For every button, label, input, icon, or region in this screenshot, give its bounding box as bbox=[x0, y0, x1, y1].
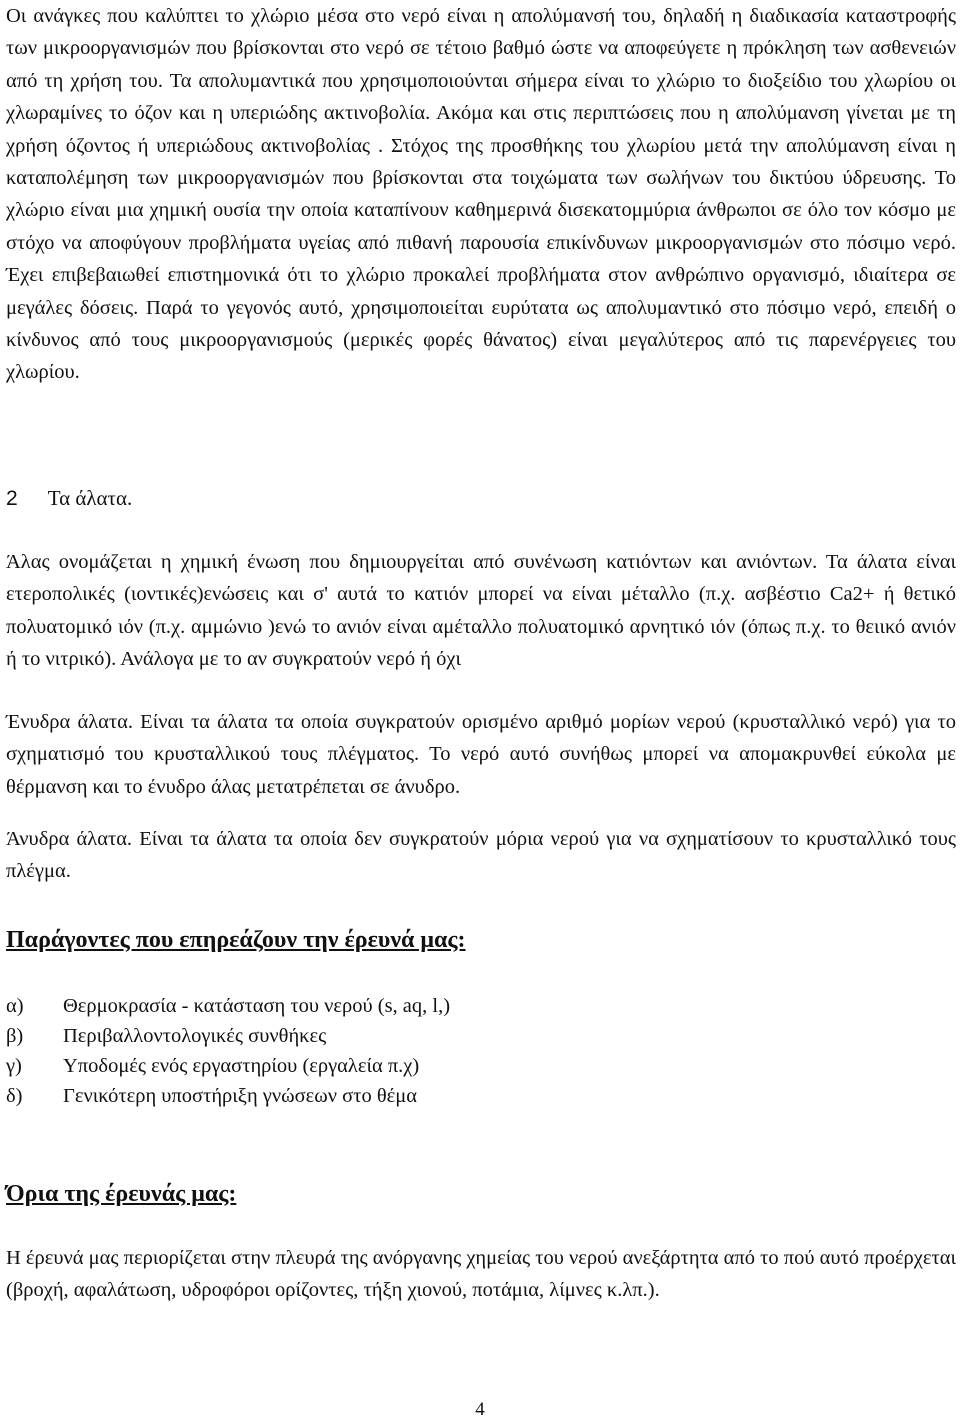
factor-item bbox=[6, 1050, 419, 1082]
section-heading bbox=[6, 482, 132, 515]
factor-text: Γενικότερη υποστήριξη γνώσεων στο θέμα bbox=[63, 1085, 417, 1107]
factors-heading: Παράγοντες που επηρεάζουν την έρευνά μας: bbox=[6, 927, 466, 953]
factor-text: Υποδομές ενός εργαστηρίου (εργαλεία π.χ) bbox=[63, 1055, 420, 1077]
factor-text: Θερμοκρασία - κατάσταση του νερού (s, aq, l,) bbox=[63, 995, 451, 1017]
page-number: 4 bbox=[475, 1399, 485, 1420]
factor-label: δ) bbox=[6, 1085, 23, 1107]
limits-heading: Όρια της έρευνάς μας: bbox=[6, 1181, 237, 1207]
factor-item bbox=[6, 990, 450, 1022]
intro-paragraph: Οι ανάγκες που καλύπτει το χλώριο μέσα στο νερό είναι η απολύμανσή του, δηλαδή η διαδικασία καταστροφής των μικροοργανισμών που βρίσκονται στο νερό σε τέτοιο βαθμό ώστε να αποφεύγετε η πρόκληση των ασθενειών από τη χρήση του. Τα απολυμαντικά που χρησιμοποιούνται σήμερα είναι το χλώριο το διοξείδιο του χλωρίου οι χλωραμίνες το όζον και η υπεριώδης ακτινοβολία. Ακόμα και στις περιπτώσεις που η απολύμανση γίνεται με τη χρήση όζοντος ή υπεριώδους ακτινοβολίας . Στόχος της προσθήκης του χλωρίου μετά την απολύμανση είναι η καταπολέμηση των μικροοργανισμών που βρίσκονται στα τοιχώματα των σωλήνων του δικτύου ύδρευσης. Το χλώριο είναι μια χημική ουσία την οποία καταπίνουν καθημερινά δισεκατομμύρια άνθρωποι σε όλο τον κόσμο με στόχο να αποφύγουν προβλήματα υγείας από πιθανή παρουσία επικίνδυνων μικροοργανισμών στο πόσιμο νερό. Έχει επιβεβαιωθεί επιστημονικά ότι το χλώριο προκαλεί προβλήματα στον ανθρώπινο οργανισμό, ιδιαίτερα σε μεγάλες δόσεις. Παρά το γεγονός αυτό, χρησιμοποιείται ευρύτατα ως απολυμαντικό στο πόσιμο νερό, επειδή ο κίνδυνος από τους μικροοργανισμούς (μερικές φορές θάνατος) είναι μεγαλύτερος από τις παρενέργειες του χλωρίου. bbox=[6, 5, 956, 384]
factor-item bbox=[6, 1080, 417, 1112]
section-number: 2 bbox=[6, 487, 18, 510]
limits-paragraph: Η έρευνά μας περιορίζεται στην πλευρά της ανόργανης χημείας του νερού ανεξάρτητα από το πού αυτό προέρχεται (βροχή, αφαλάτωση, υδροφόροι ορίζοντες, τήξη χιονού, ποτάμια, λίμνες κ.λπ.). bbox=[6, 1247, 956, 1302]
factor-label: β) bbox=[6, 1025, 24, 1047]
section-title: Τα άλατα. bbox=[47, 486, 133, 510]
factor-item bbox=[6, 1020, 326, 1052]
anhydrous-salts-paragraph: Άνυδρα άλατα. Είναι τα άλατα τα οποία δεν συγκρατούν μόρια νερού για να σχηματίσουν το κρυσταλλικό τους πλέγμα. bbox=[6, 828, 956, 883]
factor-label: γ) bbox=[6, 1055, 22, 1077]
salts-paragraph: Άλας ονομάζεται η χημική ένωση που δημιουργείται από συνένωση κατιόντων και ανιόντων. Τα άλατα είναι ετεροπολικές (ιοντικές)ενώσεις και σ' αυτά το κατιόν μπορεί να είναι μέταλλο (π.χ. ασβέστιο Ca2+ ή θετικό πολυατομικό ιόν (π.χ. αμμώνιο )ενώ το ανιόν είναι αμέταλλο πολυατομικό αρνητικό ιόν (όπως π.χ. το θειικό ανιόν ή το νιτρικό). Ανάλογα με το αν συγκρατούν νερό ή όχι bbox=[6, 551, 956, 671]
factor-text: Περιβαλλοντολογικές συνθήκες bbox=[63, 1025, 327, 1047]
hydrous-salts-paragraph: Ένυδρα άλατα. Είναι τα άλατα τα οποία συγκρατούν ορισμένο αριθμό μορίων νερού (κρυσταλλικό νερό) για το σχηματισμό του κρυσταλλικού τους πλέγματος. Το νερό αυτό συνήθως μπορεί να απομακρυνθεί εύκολα με θέρμανση και το ένυδρο άλας μετατρέπεται σε άνυδρο. bbox=[6, 711, 956, 798]
factor-label: α) bbox=[6, 995, 24, 1017]
